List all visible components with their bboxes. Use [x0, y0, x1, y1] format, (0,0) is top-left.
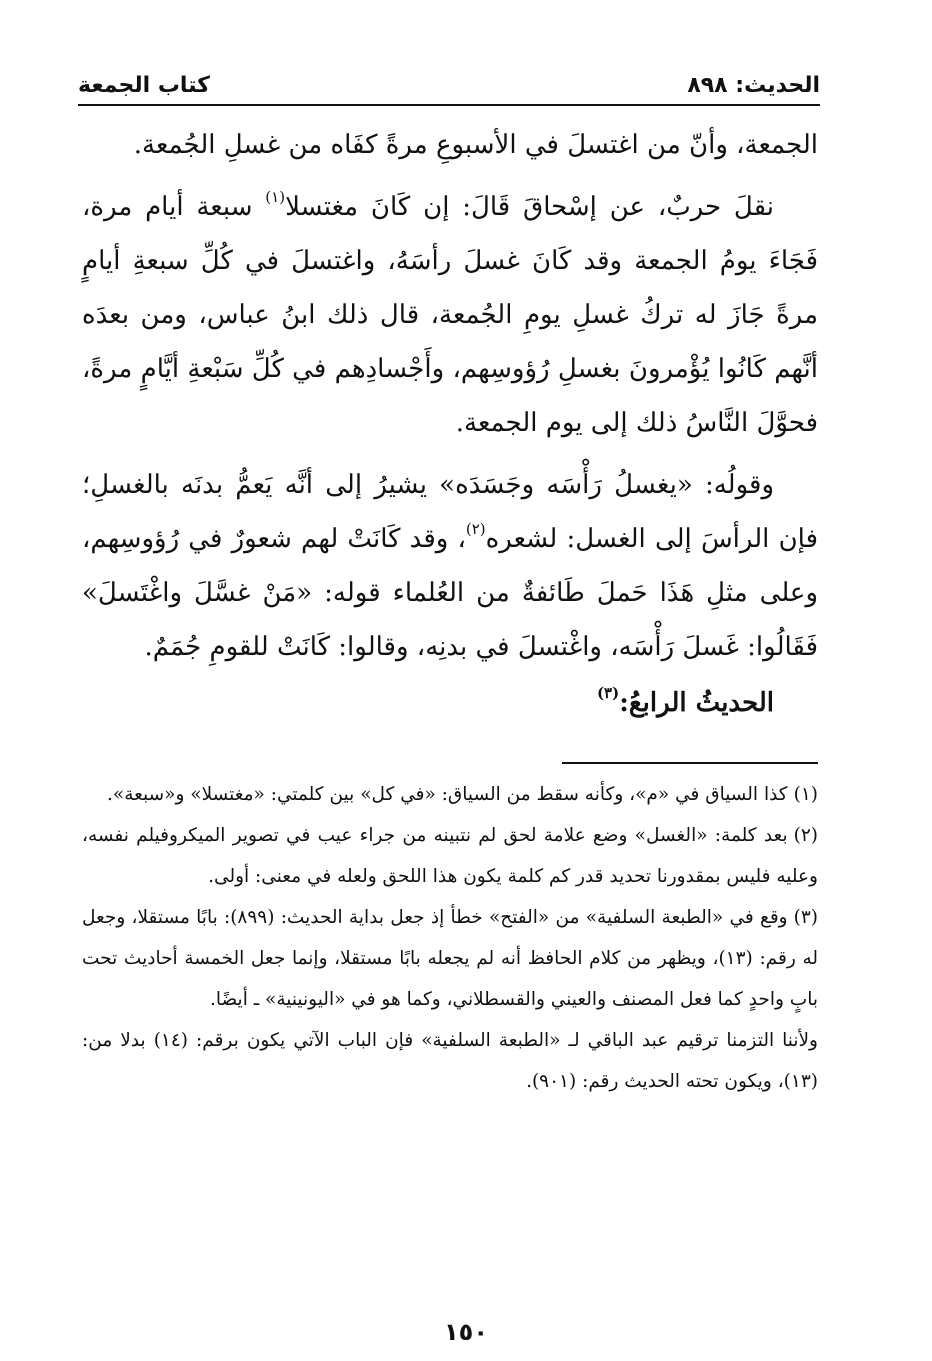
footnote-1	[82, 774, 818, 815]
paragraph-1: الجمعة، وأنّ من اغتسلَ في الأسبوعِ مرةً كفَاه من غسلِ الجُمعة.	[133, 130, 818, 160]
footnote-3	[82, 897, 818, 1020]
header-rule	[78, 104, 820, 106]
hadith-number-title: الحديث: ٨٩٨	[687, 73, 820, 98]
footnote-ref-2: (٢)	[465, 520, 486, 539]
running-header	[78, 62, 820, 98]
footnote-3-text: وقع في «الطبعة السلفية» من «الفتح» خطأ إذ جعل بداية الحديث: (٨٩٩): بابًا مستقلا، وجعل له رقم: (١٣)، ويظهر من كلام الحافظ أنه لم يجعله بابًا مستقلا، وإنما جعل الخمسة أحاديث تحت بابٍ واحدٍ كما فعل المصنف والعيني والقسطلاني، وكما هو في «اليونينية» ـ أيضًا.	[82, 907, 818, 1010]
footnote-3-continuation: ولأننا التزمنا ترقيم عبد الباقي لـ «الطبعة السلفية» فإن الباب الآتي يكون برقم: (١٤) بدلا من: (١٣)، ويكون تحته الحديث رقم: (٩٠١).	[82, 1030, 818, 1092]
footnotes	[82, 774, 818, 1102]
section-heading	[82, 676, 818, 730]
paragraph-2-part-a: نقلَ حربٌ، عن إسْحاقَ قَالَ: إن كَانَ مغتسلا	[285, 192, 774, 222]
footnote-1-text: كذا السياق في «م»، وكأنه سقط من السياق: «في كل» بين كلمتي: «مغتسلا» و«سبعة».	[107, 784, 788, 805]
page-number: ١٥٠	[444, 1318, 488, 1346]
footnote-1-number: (١)	[793, 784, 818, 805]
section-heading-text: الحديثُ الرابعُ:	[619, 688, 774, 718]
footnote-2-text: بعد كلمة: «الغسل» وضع علامة لحق لم نتبينه من جراء عيب في تصوير الميكروفيلم نفسه، وعليه فليس بمقدورنا تحديد قدر كم كلمة يكون هذا اللحق ولعله في معنى: أولى.	[82, 825, 818, 887]
footnote-separator	[562, 762, 818, 764]
footnote-2-number: (٢)	[793, 825, 818, 846]
paragraph-2-part-b: سبعة أيام مرة، فَجَاءَ يومُ الجمعة وقد كَانَ غسلَ رأسَهُ، واغتسلَ في كُلِّ سبعةِ أيامٍ مرةً جَازَ له تركُ غسلِ يومِ الجُمعة، قال ذلك ابنُ عباس، ومن بعدَه أنَّهم كَانُوا يُؤْمرونَ بغسلِ رُؤوسِهم، وأَجْسادِهم في كُلِّ سَبْعةِ أيَّامٍ مرةً، فحوَّلَ النَّاسُ ذلك إلى يوم الجمعة.	[82, 192, 818, 438]
main-text	[82, 118, 818, 730]
chapter-title: كتاب الجمعة	[78, 73, 210, 98]
footnote-ref-3: (٣)	[596, 684, 620, 703]
paragraph-2	[82, 180, 818, 450]
footnote-3-number: (٣)	[793, 907, 818, 928]
paragraph-3	[82, 458, 818, 674]
paragraph-3-part-b: ، وقد كَانَتْ لهم شعورٌ في رُؤوسِهم، وعلى مثلِ هَذَا حَملَ طَائفةٌ من العُلماء قوله: «مَنْ غسَّلَ واغْتَسلَ» فَقَالُوا: غَسلَ رَأْسَه، واغْتسلَ في بدنِه، وقالوا: كَانَتْ للقومِ جُمَمٌ.	[82, 524, 818, 662]
footnote-2	[82, 815, 818, 897]
paragraph-3-part-a: وقولُه: «يغسلُ رَأْسَه وجَسَدَه» يشيرُ إلى أنَّه يَعمُّ بدنَه بالغسلِ؛ فإن الرأسَ إلى الغسل: لشعره	[82, 470, 819, 554]
footnote-ref-1: (١)	[265, 188, 286, 207]
